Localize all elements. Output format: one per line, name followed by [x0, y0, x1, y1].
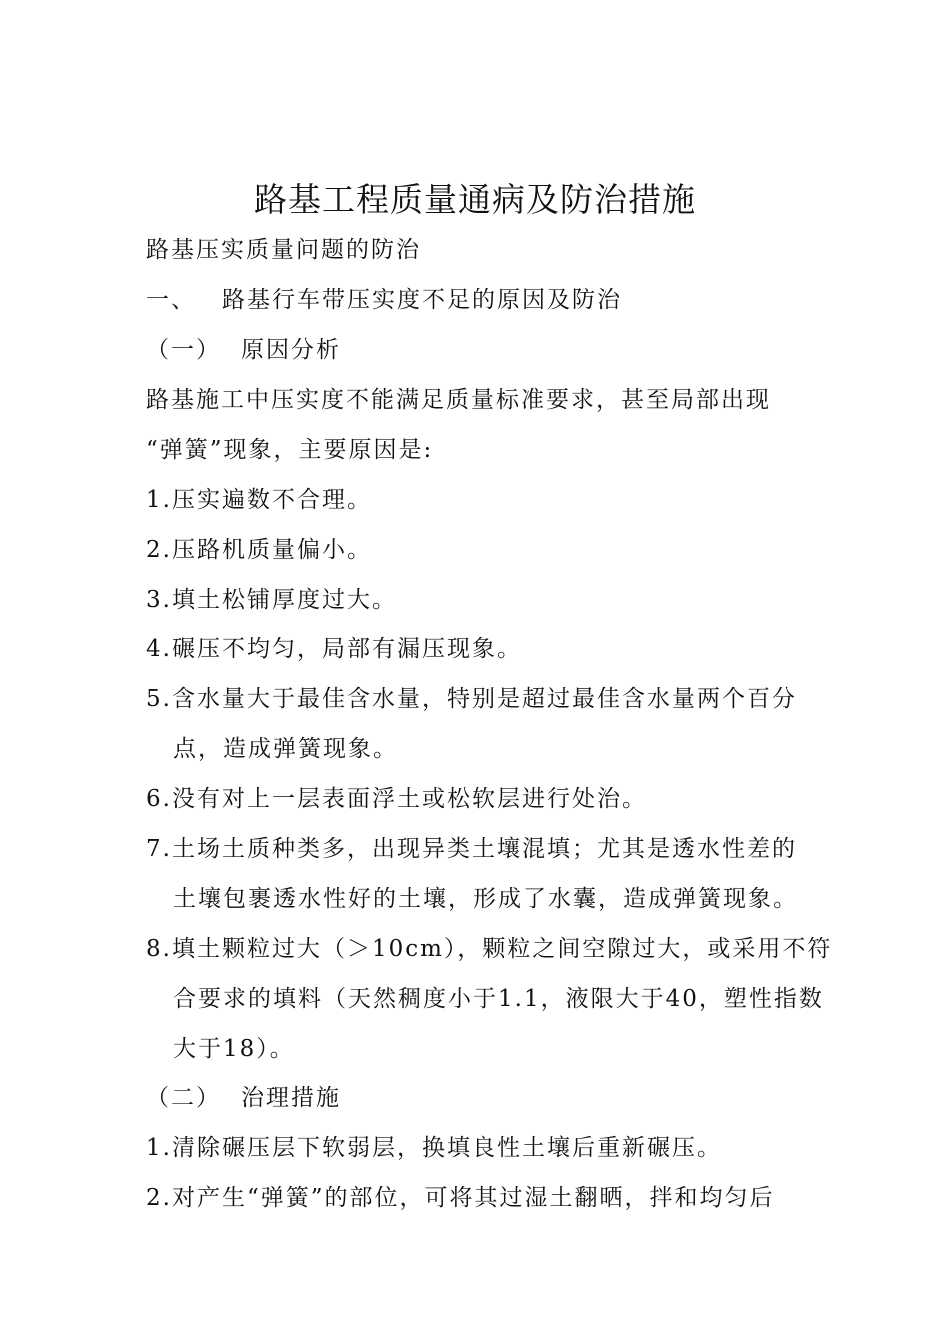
intro-line: “弹簧”现象，主要原因是:: [146, 437, 434, 463]
intro-line: 路基施工中压实度不能满足质量标准要求，甚至局部出现: [146, 387, 771, 413]
subheading-text: 原因分析: [241, 337, 341, 363]
measure-item: 1.清除碾压层下软弱层，换填良性土壤后重新碾压。: [146, 1135, 722, 1161]
cause-item-continuation: 大于18）。: [173, 1036, 295, 1062]
heading-1-text: 路基行车带压实度不足的原因及防治: [222, 287, 622, 313]
cause-item: 8.填土颗粒过大（＞10cm），颗粒之间空隙过大，或采用不符: [146, 936, 833, 962]
heading-1: [146, 283, 816, 317]
subheading-number: （一）: [146, 337, 221, 363]
measure-item: 2.对产生“弹簧”的部位，可将其过湿土翻晒，拌和均匀后: [146, 1185, 775, 1211]
cause-item: 3.填土松铺厚度过大。: [146, 587, 397, 613]
document-title: 路基工程质量通病及防治措施: [254, 180, 696, 219]
cause-item-continuation: 合要求的填料（天然稠度小于1.1，液限大于40，塑性指数: [173, 986, 824, 1012]
subheading-treatment: [146, 1081, 816, 1115]
subheading-number: （二）: [146, 1085, 221, 1111]
cause-item: 6.没有对上一层表面浮土或松软层进行处治。: [146, 786, 647, 812]
cause-item-continuation: 点，造成弹簧现象。: [173, 736, 398, 762]
cause-item: 7.土场土质种类多，出现异类土壤混填；尤其是透水性差的: [146, 836, 797, 862]
cause-item-continuation: 土壤包裹透水性好的土壤，形成了水囊，造成弹簧现象。: [173, 886, 798, 912]
cause-item: 1.压实遍数不合理。: [146, 487, 372, 513]
cause-item: 5.含水量大于最佳含水量，特别是超过最佳含水量两个百分: [146, 686, 797, 712]
subheading-text: 治理措施: [241, 1085, 341, 1111]
subheading-cause-analysis: [146, 333, 816, 367]
cause-item: 2.压路机质量偏小。: [146, 537, 372, 563]
section-heading: 路基压实质量问题的防治: [146, 237, 421, 263]
cause-item: 4.碾压不均匀，局部有漏压现象。: [146, 636, 522, 662]
heading-1-number: 一、: [146, 287, 196, 313]
